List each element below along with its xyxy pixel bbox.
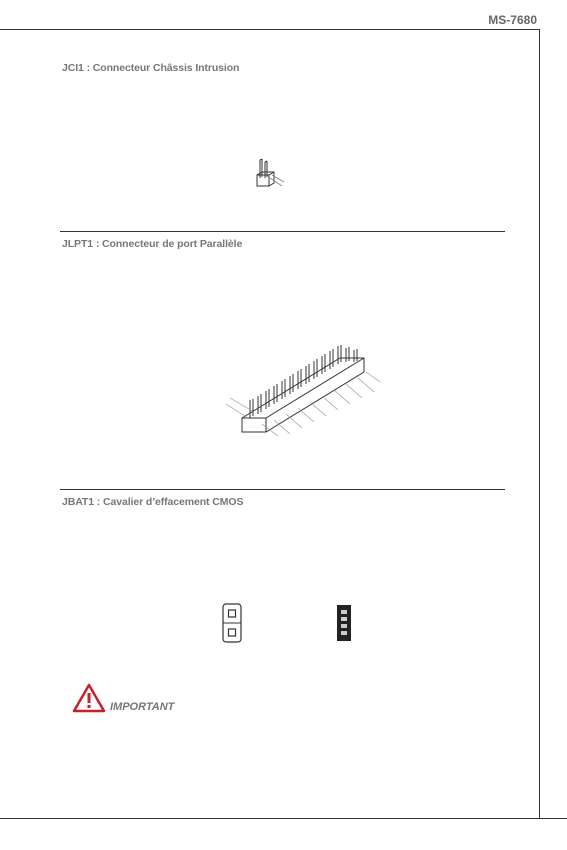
- important-label: IMPORTANT: [110, 701, 175, 713]
- jci1-connector-illustration: [250, 156, 290, 192]
- section-title-jbat1: JBAT1 : Cavalier d’effacement CMOS: [62, 496, 244, 508]
- page-frame-top: [0, 29, 540, 30]
- model-number: MS-7680: [488, 13, 537, 27]
- section-title-jlpt1: JLPT1 : Connecteur de port Parallèle: [62, 238, 243, 250]
- section-divider: [60, 231, 505, 232]
- page-frame-bottom: [0, 818, 567, 819]
- jbat1-jumper-header-illustration: [222, 603, 242, 643]
- page-frame-right: [539, 29, 540, 818]
- warning-triangle-icon: [72, 683, 106, 713]
- jlpt1-connector-illustration: [222, 344, 382, 440]
- section-divider: [60, 489, 505, 490]
- section-title-jci1: JCI1 : Connecteur Châssis Intrusion: [62, 62, 240, 74]
- jbat1-jumper-cap-illustration: [336, 604, 352, 642]
